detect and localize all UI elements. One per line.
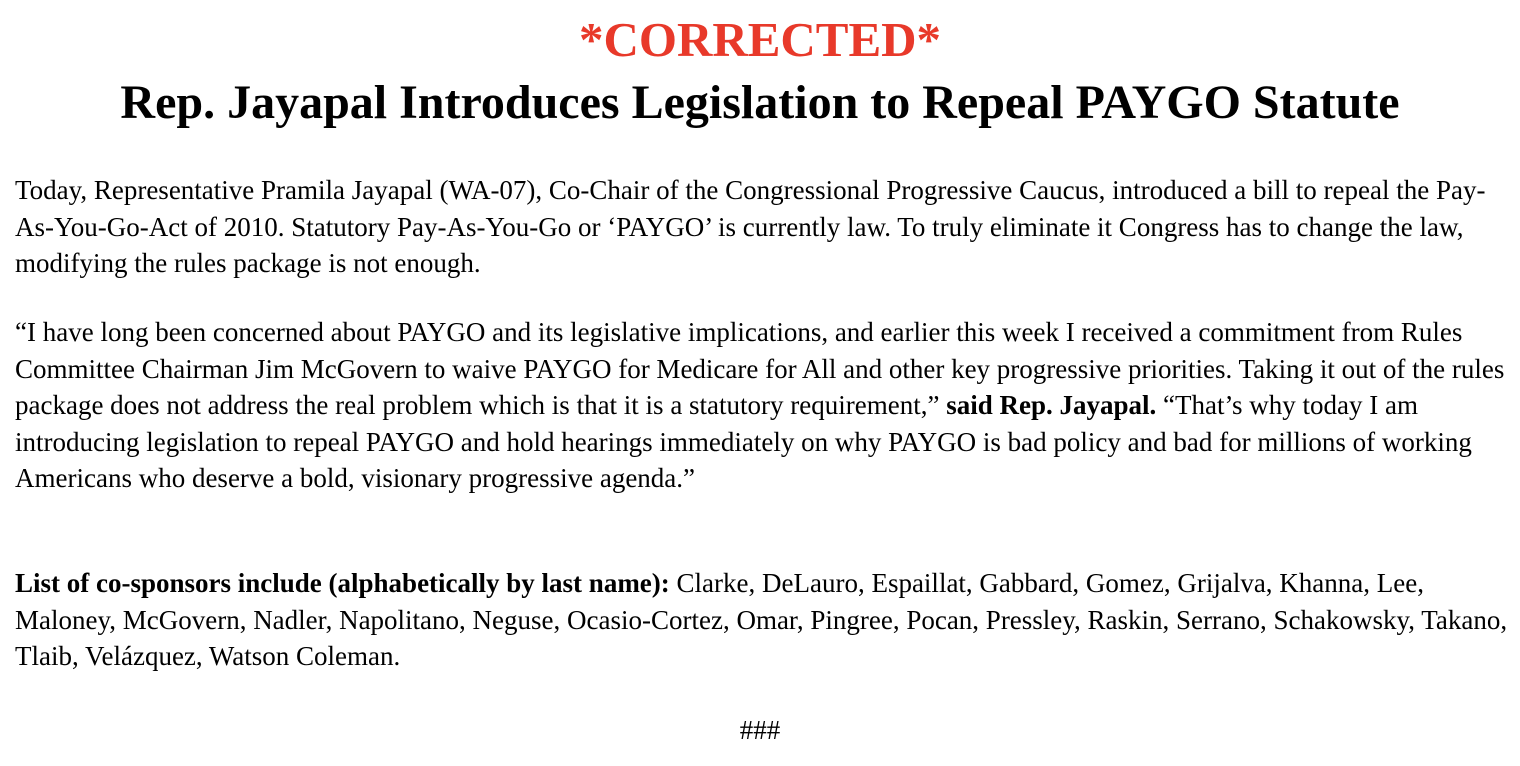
cosponsors-list: Clarke, DeLauro, Espaillat, Gabbard, Gomez, Grijalva, Khanna, Lee, Maloney, McGovern, Nadler, Napolitano, Neguse, Ocasio-Cortez, Omar, Pingree, Pocan, Pressley, Raskin, Serrano, Schakowsky, Takano, Tlaib, Velázquez, Watson Coleman. (15, 568, 1508, 671)
quote-attribution: said Rep. Jayapal. (946, 390, 1157, 420)
cosponsors-paragraph (15, 565, 1510, 675)
cosponsors-label: List of co-sponsors include (alphabetically by last name): (15, 568, 670, 598)
quote-text-part2: “That’s why today I am introducing legislation to repeal PAYGO and hold hearings immediately on why PAYGO is bad policy and bad for millions of working Americans who deserve a bold, visionary progressive agenda.” (15, 390, 1472, 493)
correction-label: *CORRECTED* (578, 12, 942, 67)
quote-paragraph (15, 314, 1510, 497)
end-of-release-mark: ### (739, 715, 781, 745)
quote-text-part1: “I have long been concerned about PAYGO and its legislative implications, and earlier this week I received a commitment from Rules Committee Chairman Jim McGovern to waive PAYGO for Medicare for All and other key progressive priorities. Taking it out of the rules package does not address the real problem which is that it is a statutory requirement,” (15, 317, 1505, 420)
press-release-title: Rep. Jayapal Introduces Legislation to Repeal PAYGO Statute (120, 76, 1400, 129)
intro-paragraph: Today, Representative Pramila Jayapal (WA-07), Co-Chair of the Congressional Progressive Caucus, introduced a bill to repeal the Pay-As-You-Go-Act of 2010. Statutory Pay-As-You-Go or ‘PAYGO’ is currently law. To truly eliminate it Congress has to change the law, modifying the rules package is not enough. (15, 175, 1486, 278)
